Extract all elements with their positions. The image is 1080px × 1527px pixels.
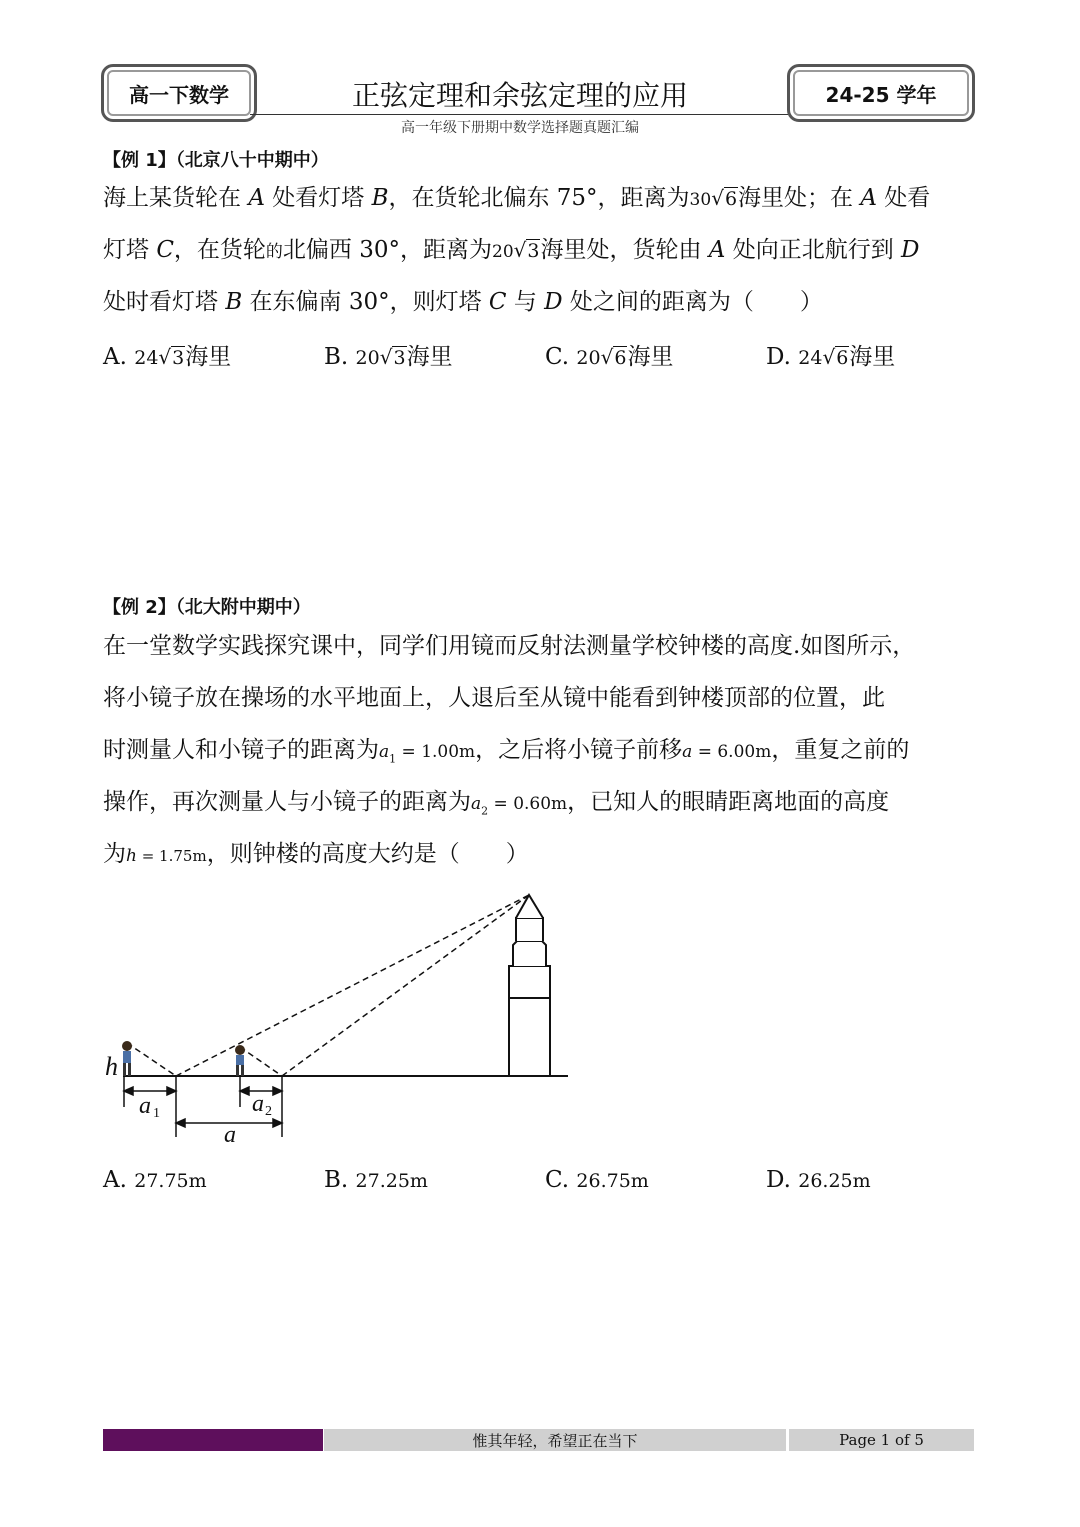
label-a1-sub: 1: [153, 1106, 160, 1121]
label-a2: a: [252, 1091, 264, 1117]
example1-heading: 【例 1】（北京八十中期中）: [103, 150, 329, 171]
person-1: [122, 1041, 132, 1076]
label-a1: a: [139, 1093, 151, 1119]
example2-option-c[interactable]: C. 26.75m: [545, 1167, 649, 1193]
example1-line3: 处时看灯塔 B 在东偏南 30°，则灯塔 C 与 D 处之间的距离为（ ）: [103, 289, 823, 315]
clock-tower: [509, 895, 550, 1076]
label-h: h: [105, 1052, 118, 1081]
footer-motto: 惟其年轻，希望正在当下: [472, 1432, 638, 1450]
example1-option-a[interactable]: A. 24√3海里: [103, 344, 232, 370]
title-divider: [250, 114, 788, 115]
example2-line5: 为h = 1.75m，则钟楼的高度大约是（ ）: [103, 841, 529, 867]
label-a: a: [224, 1122, 236, 1148]
sqrt-expression: 20√3: [492, 238, 540, 262]
example1-option-b[interactable]: B. 20√3海里: [324, 344, 453, 370]
example1-option-d[interactable]: D. 24√6海里: [766, 344, 896, 370]
example2-option-b[interactable]: B. 27.25m: [324, 1167, 428, 1193]
label-a2-sub: 2: [265, 1104, 272, 1119]
example2-line2: 将小镜子放在操场的水平地面上，人退后至从镜中能看到钟楼顶部的位置，此: [103, 685, 885, 711]
example2-option-d[interactable]: D. 26.25m: [766, 1167, 871, 1193]
example2-line3: 时测量人和小镜子的距离为$a_1 = 1.00m$，之后将小镜子前移a = 6.00m，重复之前的: [103, 737, 910, 766]
sight-lines: [127, 895, 529, 1076]
example1-option-c[interactable]: C. 20√6海里: [545, 344, 674, 370]
clock-tower-diagram: [95, 885, 585, 1155]
page-number: Page 1 of 5: [839, 1431, 924, 1449]
page-title: 正弦定理和余弦定理的应用: [351, 79, 688, 112]
example2-option-a[interactable]: A. 27.75m: [103, 1167, 207, 1193]
example2-heading: 【例 2】（北大附中期中）: [103, 597, 311, 618]
subject-tag: 高一下数学: [101, 64, 257, 122]
example1-line1: 海上某货轮在 A 处看灯塔 B，在货轮北偏东 75°，距离为30√6海里处；在 A 处看: [103, 172, 983, 226]
example2-line1: 在一堂数学实践探究课中，同学们用镜而反射法测量学校钟楼的高度.如图所示，: [103, 633, 916, 659]
page-subtitle: 高一年级下册期中数学选择题真题汇编: [401, 120, 639, 136]
school-year-tag: 24-25 学年: [787, 64, 975, 122]
footer-accent-bar: [103, 1429, 323, 1451]
example1-line2: 灯塔 C，在货轮的北偏西 30°，距离为20√3海里处，货轮由 A 处向正北航行到 D: [103, 224, 983, 278]
example2-line4: 操作，再次测量人与小镜子的距离为$a_2 = 0.60m$，已知人的眼睛距离地面的高度: [103, 789, 890, 818]
person-2: [235, 1045, 245, 1076]
sqrt-expression: 30√6: [689, 186, 738, 210]
